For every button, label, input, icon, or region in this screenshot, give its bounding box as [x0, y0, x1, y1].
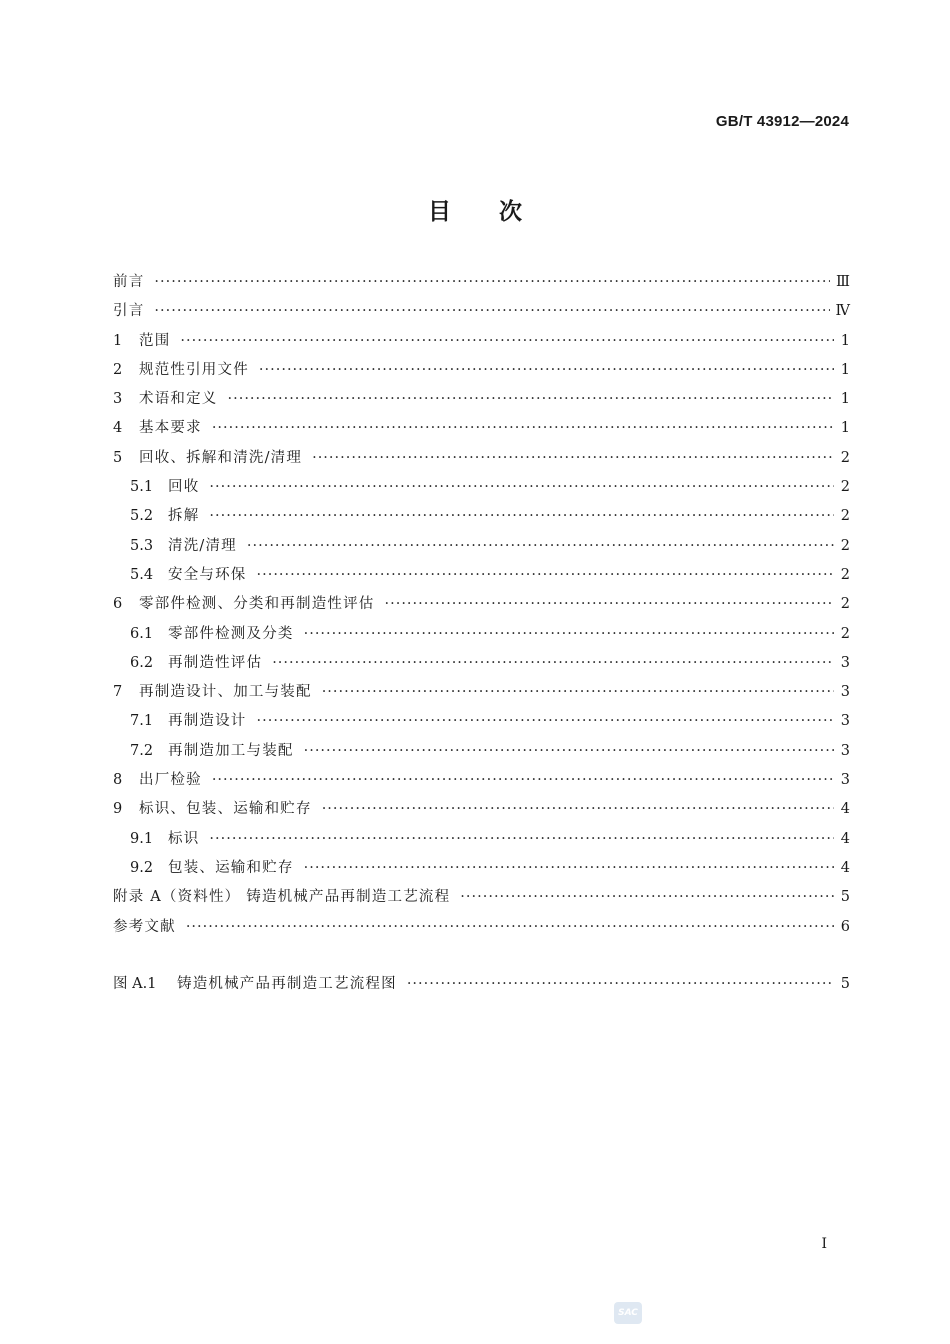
toc-entry-label: 再制造设计 [168, 713, 247, 730]
toc-entry-label: 再制造性评估 [168, 654, 263, 671]
toc-entry-page: 3 [840, 713, 850, 730]
toc-entry[interactable] [113, 387, 850, 416]
toc-entry-number: 5 [113, 449, 123, 466]
toc-entry-number: 6.1 [130, 625, 154, 642]
toc-entry-page: 2 [840, 479, 850, 496]
toc-entry[interactable] [113, 885, 850, 914]
toc-entry-page: 4 [840, 801, 850, 818]
dot-leader [154, 303, 829, 319]
table-of-contents [113, 270, 850, 944]
toc-entry-label: 包装、运输和贮存 [168, 859, 294, 876]
dot-leader [322, 801, 834, 817]
toc-entry[interactable] [113, 270, 850, 299]
dot-leader [460, 889, 834, 905]
dot-leader [209, 831, 834, 847]
toc-entry[interactable] [113, 299, 850, 328]
toc-entry-label: 再制造设计、加工与装配 [139, 684, 312, 701]
toc-entry[interactable] [113, 622, 850, 651]
toc-entry[interactable] [113, 563, 850, 592]
toc-entry-page: 5 [840, 889, 850, 906]
toc-entry-number: 5.4 [130, 566, 154, 583]
toc-entry-number: 9.1 [130, 830, 154, 847]
toc-entry-label: 再制造加工与装配 [168, 742, 294, 759]
toc-entry-label: 标识、包装、运输和贮存 [139, 801, 312, 818]
toc-entry-page: 1 [840, 391, 850, 408]
toc-entry[interactable] [113, 856, 850, 885]
toc-entry-label: 回收、拆解和清洗/清理 [139, 449, 303, 466]
toc-entry-number: 6 [113, 596, 123, 613]
toc-entry-label: 范围 [139, 332, 171, 349]
figure-entry-page: 5 [840, 976, 850, 992]
toc-entry[interactable] [113, 651, 850, 680]
dot-leader [180, 333, 834, 349]
toc-entry-label: 附录 A（资料性） 铸造机械产品再制造工艺流程 [113, 889, 451, 906]
toc-entry-page: 3 [840, 654, 850, 671]
toc-entry-page: Ⅳ [835, 303, 850, 320]
toc-entry[interactable] [113, 739, 850, 768]
toc-entry-number: 6.2 [130, 654, 154, 671]
dot-leader [212, 420, 834, 436]
sac-watermark-logo: SAC [614, 1302, 642, 1324]
toc-entry-page: 2 [840, 537, 850, 554]
toc-entry-label: 清洗/清理 [168, 537, 237, 554]
dot-leader [186, 919, 834, 935]
toc-entry-page: 2 [840, 566, 850, 583]
toc-entry[interactable] [113, 416, 850, 445]
dot-leader [257, 567, 835, 583]
toc-entry-label: 参考文献 [113, 918, 176, 935]
toc-entry[interactable] [113, 534, 850, 563]
toc-entry-label: 回收 [168, 479, 200, 496]
toc-entry-label: 拆解 [168, 508, 200, 525]
toc-entry[interactable] [113, 709, 850, 738]
toc-entry[interactable] [113, 475, 850, 504]
toc-entry[interactable] [113, 329, 850, 358]
toc-entry-number: 4 [113, 420, 123, 437]
figure-entry-label: 铸造机械产品再制造工艺流程图 [177, 976, 397, 992]
dot-leader [247, 538, 834, 554]
figure-entry[interactable] [113, 972, 850, 1001]
toc-entry-page: Ⅲ [836, 274, 850, 290]
dot-leader [257, 713, 835, 729]
toc-entry[interactable] [113, 827, 850, 856]
toc-entry[interactable] [113, 915, 850, 944]
figure-list [113, 972, 850, 1001]
toc-entry-page: 4 [840, 830, 850, 847]
toc-entry-page: 1 [840, 332, 850, 349]
toc-entry-label: 基本要求 [139, 420, 202, 437]
dot-leader [209, 508, 834, 524]
dot-leader [209, 479, 834, 495]
toc-entry-page: 6 [840, 918, 850, 935]
toc-entry-number: 5.1 [130, 479, 154, 496]
dot-leader [322, 684, 834, 700]
toc-entry-page: 3 [840, 684, 850, 701]
toc-entry-page: 3 [840, 772, 850, 789]
toc-entry[interactable] [113, 504, 850, 533]
dot-leader [154, 274, 830, 290]
toc-entry-number: 8 [113, 772, 123, 789]
dot-leader [304, 860, 834, 876]
dot-leader [228, 391, 835, 407]
toc-entry-number: 5.3 [130, 537, 154, 554]
dot-leader [272, 655, 834, 671]
toc-entry-label: 术语和定义 [139, 391, 218, 408]
toc-entry-number: 5.2 [130, 508, 154, 525]
toc-entry-number: 3 [113, 391, 123, 408]
toc-entry-number: 9 [113, 801, 123, 818]
toc-entry-page: 3 [840, 742, 850, 759]
toc-entry-page: 2 [840, 449, 850, 466]
toc-entry-number: 2 [113, 361, 123, 378]
dot-leader [259, 362, 834, 378]
toc-entry-page: 2 [840, 625, 850, 642]
toc-entry-label: 零部件检测、分类和再制造性评估 [139, 596, 375, 613]
dot-leader [385, 596, 835, 612]
toc-entry-label: 出厂检验 [139, 772, 202, 789]
toc-entry-label: 标识 [168, 830, 200, 847]
toc-entry-page: 2 [840, 596, 850, 613]
dot-leader [304, 626, 834, 642]
toc-entry[interactable] [113, 680, 850, 709]
dot-leader [212, 772, 834, 788]
toc-entry-label: 前言 [113, 274, 145, 290]
toc-entry[interactable] [113, 797, 850, 826]
toc-entry-page: 2 [840, 508, 850, 525]
toc-entry-page: 1 [840, 420, 850, 437]
toc-entry-page: 4 [840, 859, 850, 876]
dot-leader [312, 450, 834, 466]
toc-entry-number: 1 [113, 332, 123, 349]
toc-entry-number: 7.2 [130, 742, 154, 759]
toc-entry-page: 1 [840, 361, 850, 378]
toc-entry-label: 安全与环保 [168, 566, 247, 583]
toc-entry[interactable] [113, 446, 850, 475]
toc-entry-number: 9.2 [130, 859, 154, 876]
dot-leader [407, 976, 834, 992]
footer-page-number: Ⅰ [821, 1236, 827, 1252]
toc-entry-label: 规范性引用文件 [139, 361, 249, 378]
toc-entry-number: 7.1 [130, 713, 154, 730]
toc-entry[interactable] [113, 592, 850, 621]
toc-entry-label: 引言 [113, 303, 145, 320]
figure-entry-number: 图 A.1 [113, 976, 157, 992]
toc-entry[interactable] [113, 768, 850, 797]
dot-leader [304, 743, 834, 759]
toc-entry[interactable] [113, 358, 850, 387]
toc-entry-number: 7 [113, 684, 123, 701]
page-title: 目次 [428, 199, 570, 225]
toc-entry-label: 零部件检测及分类 [168, 625, 294, 642]
standard-code: GB/T 43912—2024 [715, 113, 849, 130]
